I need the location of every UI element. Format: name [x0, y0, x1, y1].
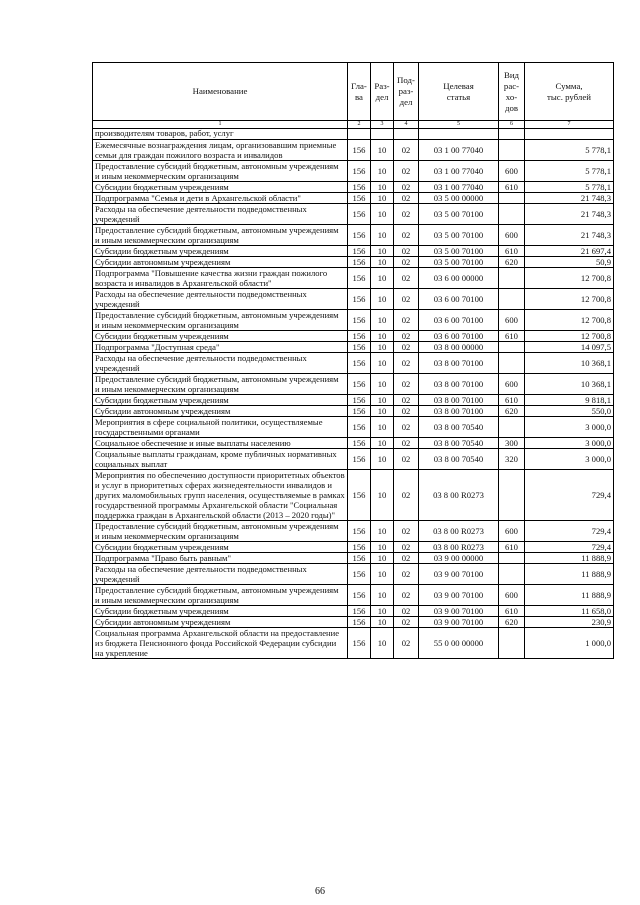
row-name: Расходы на обеспечение деятельности подведомственных учреждений: [93, 204, 348, 225]
row-target-article: 03 8 00 R0273: [419, 470, 499, 521]
row-sum: 1 000,0: [525, 628, 614, 659]
row-sum: 5 778,1: [525, 161, 614, 182]
row-target-article: 03 9 00 70100: [419, 617, 499, 628]
row-expense-type: 600: [499, 585, 525, 606]
row-name: Социальное обеспечение и иные выплаты населению: [93, 438, 348, 449]
header-glava: Гла- ва: [348, 63, 371, 121]
row-target-article: 03 8 00 70100: [419, 406, 499, 417]
row-target-article: 03 6 00 00000: [419, 268, 499, 289]
row-glava: 156: [348, 449, 371, 470]
row-target-article: 03 1 00 77040: [419, 182, 499, 193]
row-expense-type: 600: [499, 225, 525, 246]
row-target-article: 03 9 00 70100: [419, 606, 499, 617]
row-podrazdel: 02: [394, 617, 419, 628]
row-expense-type: 600: [499, 310, 525, 331]
row-razdel: 10: [371, 585, 394, 606]
row-podrazdel: 02: [394, 470, 419, 521]
row-razdel: 10: [371, 225, 394, 246]
row-name: Социальная программа Архангельской области на предоставление из бюджета Пенсионного фонда Российской Федерации субсидии на укрепление: [93, 628, 348, 659]
table-row: [93, 140, 614, 161]
table-row: [93, 470, 614, 521]
empty-cell: [419, 129, 499, 140]
table-row: [93, 204, 614, 225]
row-podrazdel: 02: [394, 182, 419, 193]
row-podrazdel: 02: [394, 606, 419, 617]
row-sum: 3 000,0: [525, 438, 614, 449]
row-target-article: 03 9 00 70100: [419, 564, 499, 585]
row-target-article: 03 8 00 70100: [419, 353, 499, 374]
row-target-article: 03 8 00 R0273: [419, 542, 499, 553]
row-razdel: 10: [371, 564, 394, 585]
header-razdel: Раз- дел: [371, 63, 394, 121]
row-glava: 156: [348, 246, 371, 257]
row-glava: 156: [348, 585, 371, 606]
row-sum: 21 748,3: [525, 204, 614, 225]
row-podrazdel: 02: [394, 257, 419, 268]
row-target-article: 03 1 00 77040: [419, 161, 499, 182]
row-razdel: 10: [371, 353, 394, 374]
row-razdel: 10: [371, 395, 394, 406]
table-row: [93, 374, 614, 395]
row-razdel: 10: [371, 310, 394, 331]
row-razdel: 10: [371, 417, 394, 438]
row-sum: 11 888,9: [525, 553, 614, 564]
column-number: 7: [525, 121, 614, 129]
row-razdel: 10: [371, 617, 394, 628]
table-row: [93, 406, 614, 417]
row-glava: 156: [348, 225, 371, 246]
row-podrazdel: 02: [394, 140, 419, 161]
row-name: Предоставление субсидий бюджетным, автономным учреждениям и иным некоммерческим организациям: [93, 225, 348, 246]
row-glava: 156: [348, 342, 371, 353]
table-row: [93, 585, 614, 606]
budget-table: [92, 62, 614, 659]
row-razdel: 10: [371, 204, 394, 225]
row-glava: 156: [348, 628, 371, 659]
row-razdel: 10: [371, 606, 394, 617]
row-glava: 156: [348, 374, 371, 395]
row-razdel: 10: [371, 246, 394, 257]
row-glava: 156: [348, 257, 371, 268]
row-expense-type: 600: [499, 374, 525, 395]
row-razdel: 10: [371, 331, 394, 342]
row-sum: 12 700,8: [525, 289, 614, 310]
row-podrazdel: 02: [394, 342, 419, 353]
row-sum: 12 700,8: [525, 331, 614, 342]
row-name: Предоставление субсидий бюджетным, автономным учреждениям и иным некоммерческим организациям: [93, 161, 348, 182]
row-target-article: 03 5 00 70100: [419, 246, 499, 257]
table-row: [93, 225, 614, 246]
row-expense-type: [499, 628, 525, 659]
row-sum: 550,0: [525, 406, 614, 417]
row-expense-type: 610: [499, 331, 525, 342]
row-glava: 156: [348, 182, 371, 193]
row-razdel: 10: [371, 182, 394, 193]
row-expense-type: [499, 193, 525, 204]
header-vid: Вид рас- хо- дов: [499, 63, 525, 121]
row-target-article: 03 8 00 70540: [419, 438, 499, 449]
row-glava: 156: [348, 204, 371, 225]
row-glava: 156: [348, 542, 371, 553]
header-podrazdel: Под- раз- дел: [394, 63, 419, 121]
row-podrazdel: 02: [394, 406, 419, 417]
row-sum: 3 000,0: [525, 449, 614, 470]
row-expense-type: [499, 564, 525, 585]
column-number: 2: [348, 121, 371, 129]
row-podrazdel: 02: [394, 204, 419, 225]
row-podrazdel: 02: [394, 542, 419, 553]
table-row: [93, 564, 614, 585]
row-expense-type: 610: [499, 182, 525, 193]
table-row: [93, 268, 614, 289]
row-target-article: 03 9 00 00000: [419, 553, 499, 564]
row-sum: 729,4: [525, 542, 614, 553]
row-expense-type: 300: [499, 438, 525, 449]
row-glava: 156: [348, 470, 371, 521]
empty-cell: [394, 129, 419, 140]
budget-table-sheet: [92, 62, 613, 659]
table-row: [93, 353, 614, 374]
column-number: 6: [499, 121, 525, 129]
table-row: [93, 289, 614, 310]
table-row: [93, 449, 614, 470]
row-expense-type: [499, 204, 525, 225]
row-sum: 11 888,9: [525, 564, 614, 585]
row-expense-type: [499, 470, 525, 521]
row-podrazdel: 02: [394, 161, 419, 182]
row-glava: 156: [348, 521, 371, 542]
row-target-article: 55 0 00 00000: [419, 628, 499, 659]
column-number: 1: [93, 121, 348, 129]
row-razdel: 10: [371, 470, 394, 521]
row-glava: 156: [348, 331, 371, 342]
row-sum: 729,4: [525, 521, 614, 542]
row-target-article: 03 8 00 R0273: [419, 521, 499, 542]
table-row: [93, 246, 614, 257]
table-row: [93, 606, 614, 617]
table-row: [93, 438, 614, 449]
row-target-article: 03 6 00 70100: [419, 310, 499, 331]
row-name: Субсидии бюджетным учреждениям: [93, 542, 348, 553]
empty-cell: [371, 129, 394, 140]
row-glava: 156: [348, 353, 371, 374]
table-row: [93, 553, 614, 564]
row-target-article: 03 8 00 70540: [419, 417, 499, 438]
row-glava: 156: [348, 395, 371, 406]
empty-cell: [348, 129, 371, 140]
table-row: [93, 521, 614, 542]
row-expense-type: [499, 289, 525, 310]
row-target-article: 03 9 00 70100: [419, 585, 499, 606]
row-podrazdel: 02: [394, 246, 419, 257]
row-sum: 5 778,1: [525, 182, 614, 193]
empty-cell: [499, 129, 525, 140]
row-name: Ежемесячные вознаграждения лицам, организовавшим приемные семьи для граждан пожилого возраста и инвалидов: [93, 140, 348, 161]
row-podrazdel: 02: [394, 353, 419, 374]
row-razdel: 10: [371, 553, 394, 564]
row-sum: 50,9: [525, 257, 614, 268]
header-row: [93, 63, 614, 121]
row-glava: 156: [348, 553, 371, 564]
row-sum: 10 368,1: [525, 353, 614, 374]
row-target-article: 03 8 00 70100: [419, 374, 499, 395]
row-glava: 156: [348, 438, 371, 449]
row-razdel: 10: [371, 140, 394, 161]
table-row: [93, 331, 614, 342]
row-target-article: 03 8 00 00000: [419, 342, 499, 353]
row-razdel: 10: [371, 438, 394, 449]
row-name: Подпрограмма "Доступная среда": [93, 342, 348, 353]
row-razdel: 10: [371, 257, 394, 268]
row-sum: 21 697,4: [525, 246, 614, 257]
row-expense-type: [499, 342, 525, 353]
row-name: Подпрограмма "Повышение качества жизни граждан пожилого возраста и инвалидов в Архангельской области": [93, 268, 348, 289]
row-podrazdel: 02: [394, 395, 419, 406]
row-sum: 10 368,1: [525, 374, 614, 395]
column-number: 5: [419, 121, 499, 129]
row-podrazdel: 02: [394, 521, 419, 542]
row-sum: 12 700,8: [525, 268, 614, 289]
row-name: Социальные выплаты гражданам, кроме публичных нормативных социальных выплат: [93, 449, 348, 470]
row-sum: 21 748,3: [525, 193, 614, 204]
row-glava: 156: [348, 406, 371, 417]
row-name: Субсидии бюджетным учреждениям: [93, 331, 348, 342]
row-target-article: 03 8 00 70540: [419, 449, 499, 470]
continuation-row: [93, 129, 614, 140]
row-glava: 156: [348, 310, 371, 331]
row-podrazdel: 02: [394, 193, 419, 204]
table-row: [93, 417, 614, 438]
row-podrazdel: 02: [394, 225, 419, 246]
table-row: [93, 395, 614, 406]
row-name: Субсидии автономным учреждениям: [93, 257, 348, 268]
row-name: Субсидии бюджетным учреждениям: [93, 395, 348, 406]
row-name: Подпрограмма "Право быть равным": [93, 553, 348, 564]
row-sum: 12 700,8: [525, 310, 614, 331]
column-number: 3: [371, 121, 394, 129]
row-sum: 21 748,3: [525, 225, 614, 246]
row-expense-type: [499, 353, 525, 374]
row-target-article: 03 5 00 70100: [419, 257, 499, 268]
row-sum: 5 778,1: [525, 140, 614, 161]
row-name: Расходы на обеспечение деятельности подведомственных учреждений: [93, 564, 348, 585]
row-podrazdel: 02: [394, 310, 419, 331]
row-target-article: 03 6 00 70100: [419, 289, 499, 310]
row-glava: 156: [348, 289, 371, 310]
row-razdel: 10: [371, 628, 394, 659]
row-target-article: 03 1 00 77040: [419, 140, 499, 161]
table-row: [93, 542, 614, 553]
table-row: [93, 257, 614, 268]
row-glava: 156: [348, 140, 371, 161]
column-number-row: [93, 121, 614, 129]
row-expense-type: 620: [499, 257, 525, 268]
continuation-text: производителям товаров, работ, услуг: [93, 129, 348, 140]
row-podrazdel: 02: [394, 417, 419, 438]
row-expense-type: [499, 553, 525, 564]
row-glava: 156: [348, 564, 371, 585]
row-name: Субсидии автономным учреждениям: [93, 406, 348, 417]
row-podrazdel: 02: [394, 331, 419, 342]
row-target-article: 03 5 00 70100: [419, 204, 499, 225]
column-number: 4: [394, 121, 419, 129]
row-target-article: 03 8 00 70100: [419, 395, 499, 406]
row-name: Предоставление субсидий бюджетным, автономным учреждениям и иным некоммерческим организациям: [93, 521, 348, 542]
row-name: Субсидии бюджетным учреждениям: [93, 606, 348, 617]
table-row: [93, 617, 614, 628]
row-razdel: 10: [371, 521, 394, 542]
row-name: Мероприятия в сфере социальной политики, осуществляемые государственными органами: [93, 417, 348, 438]
row-razdel: 10: [371, 449, 394, 470]
row-expense-type: 620: [499, 617, 525, 628]
row-glava: 156: [348, 161, 371, 182]
table-row: [93, 193, 614, 204]
row-podrazdel: 02: [394, 268, 419, 289]
row-razdel: 10: [371, 342, 394, 353]
row-sum: 11 888,9: [525, 585, 614, 606]
row-expense-type: 610: [499, 606, 525, 617]
row-expense-type: [499, 140, 525, 161]
row-sum: 729,4: [525, 470, 614, 521]
row-name: Мероприятия по обеспечению доступности приоритетных объектов и услуг в приоритетных сферах жизнедеятельности инвалидов и других маломобильных групп населения, осуществляемые в рамках государственной программы Архангельской области "Социальная поддержка граждан в Архангельской области (2013 – 2020 годы)": [93, 470, 348, 521]
row-target-article: 03 5 00 00000: [419, 193, 499, 204]
row-podrazdel: 02: [394, 449, 419, 470]
row-razdel: 10: [371, 161, 394, 182]
row-razdel: 10: [371, 406, 394, 417]
header-sum: Сумма, тыс. рублей: [525, 63, 614, 121]
row-glava: 156: [348, 417, 371, 438]
header-target: Целевая статья: [419, 63, 499, 121]
row-razdel: 10: [371, 289, 394, 310]
row-expense-type: [499, 417, 525, 438]
row-name: Субсидии бюджетным учреждениям: [93, 246, 348, 257]
row-glava: 156: [348, 606, 371, 617]
header-name: Наименование: [93, 63, 348, 121]
table-row: [93, 310, 614, 331]
row-expense-type: 600: [499, 161, 525, 182]
table-row: [93, 161, 614, 182]
row-podrazdel: 02: [394, 564, 419, 585]
row-name: Субсидии автономным учреждениям: [93, 617, 348, 628]
row-glava: 156: [348, 268, 371, 289]
row-podrazdel: 02: [394, 438, 419, 449]
row-target-article: 03 6 00 70100: [419, 331, 499, 342]
row-razdel: 10: [371, 268, 394, 289]
row-razdel: 10: [371, 374, 394, 395]
empty-cell: [525, 129, 614, 140]
row-podrazdel: 02: [394, 553, 419, 564]
row-glava: 156: [348, 617, 371, 628]
row-expense-type: 610: [499, 395, 525, 406]
row-name: Расходы на обеспечение деятельности подведомственных учреждений: [93, 353, 348, 374]
row-name: Расходы на обеспечение деятельности подведомственных учреждений: [93, 289, 348, 310]
row-podrazdel: 02: [394, 585, 419, 606]
row-sum: 3 000,0: [525, 417, 614, 438]
row-expense-type: [499, 268, 525, 289]
table-row: [93, 182, 614, 193]
row-expense-type: 320: [499, 449, 525, 470]
row-name: Предоставление субсидий бюджетным, автономным учреждениям и иным некоммерческим организациям: [93, 585, 348, 606]
row-expense-type: 600: [499, 521, 525, 542]
row-name: Предоставление субсидий бюджетным, автономным учреждениям и иным некоммерческим организациям: [93, 310, 348, 331]
row-name: Подпрограмма "Семья и дети в Архангельской области": [93, 193, 348, 204]
row-razdel: 10: [371, 542, 394, 553]
row-podrazdel: 02: [394, 628, 419, 659]
row-sum: 230,9: [525, 617, 614, 628]
row-glava: 156: [348, 193, 371, 204]
row-expense-type: 620: [499, 406, 525, 417]
row-name: Субсидии бюджетным учреждениям: [93, 182, 348, 193]
page-number: 66: [315, 886, 325, 897]
row-sum: 14 097,5: [525, 342, 614, 353]
row-target-article: 03 5 00 70100: [419, 225, 499, 246]
row-podrazdel: 02: [394, 374, 419, 395]
row-razdel: 10: [371, 193, 394, 204]
row-name: Предоставление субсидий бюджетным, автономным учреждениям и иным некоммерческим организациям: [93, 374, 348, 395]
table-row: [93, 342, 614, 353]
row-expense-type: 610: [499, 542, 525, 553]
row-expense-type: 610: [499, 246, 525, 257]
row-podrazdel: 02: [394, 289, 419, 310]
row-sum: 9 818,1: [525, 395, 614, 406]
table-row: [93, 628, 614, 659]
row-sum: 11 658,0: [525, 606, 614, 617]
